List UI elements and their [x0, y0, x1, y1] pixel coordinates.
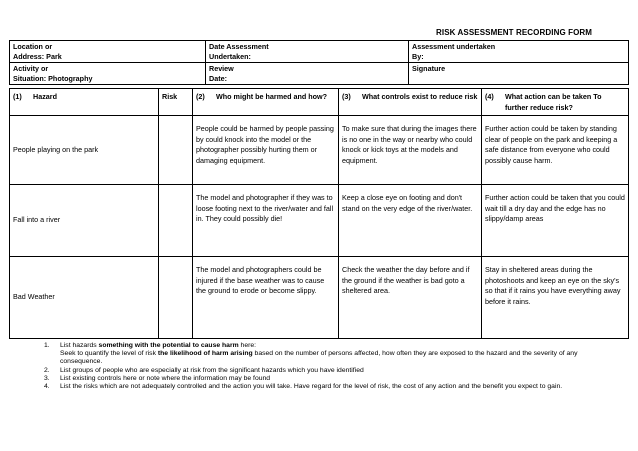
- undertaken-label: Undertaken:: [209, 51, 251, 61]
- review-label: Review: [209, 64, 234, 74]
- controls-cell: Check the weather the day before and if the ground if the weather is bad goto a sheltered area.: [339, 257, 482, 339]
- action-cell: Stay in sheltered areas during the photoshoots and keep an eye on the sky's so that if it rains you have everything away before it rains.: [482, 257, 629, 339]
- controls-column-label: What controls exist to reduce risk: [362, 92, 478, 101]
- instruction-text-part: based on the number of persons affected, how often they are exposed to the hazard and the severity of any consequence.: [60, 350, 578, 366]
- header-row-activity: [10, 63, 629, 85]
- harmed-cell: People could be harmed by people passing by could knock into the model or the photographer possibly hurting them or damaging equipment.: [193, 116, 339, 185]
- date-assessment-cell: [206, 41, 409, 63]
- harmed-column-header: [193, 89, 339, 116]
- instructions-list: [44, 342, 604, 391]
- risk-table: [9, 88, 629, 339]
- form-header-table: [9, 40, 629, 85]
- instruction-text: List groups of people who are especially at risk from the significant hazards which you have identified: [60, 366, 364, 374]
- assessment-by-cell: [409, 41, 629, 63]
- review-cell: [206, 63, 409, 85]
- action-column-number: (4): [485, 92, 494, 101]
- instruction-item: [44, 375, 604, 383]
- instruction-number: 1.: [44, 342, 50, 349]
- risk-cell: [159, 185, 193, 257]
- form-title: RISK ASSESSMENT RECORDING FORM: [436, 28, 593, 37]
- table-row: [10, 257, 629, 339]
- harmed-column-label: Who might be harmed and how?: [216, 92, 328, 101]
- action-column-label: What action can be taken To further reduce risk?: [505, 92, 602, 112]
- activity-cell: [10, 63, 206, 85]
- action-cell: Further action could be taken that you could wait till a dry day and the edge has no slippy/damp areas: [482, 185, 629, 257]
- controls-column-number: (3): [342, 92, 351, 101]
- hazard-column-number: (1): [13, 92, 22, 101]
- assessment-undertaken-label: Assessment undertaken: [412, 42, 496, 51]
- instruction-item: [44, 383, 604, 391]
- table-row: [10, 116, 629, 185]
- risk-table-header-row: [10, 89, 629, 116]
- risk-cell: [159, 257, 193, 339]
- controls-column-header: [339, 89, 482, 116]
- action-column-header: [482, 89, 629, 116]
- harmed-column-number: (2): [196, 92, 205, 101]
- instruction-text-part: List hazards: [60, 342, 99, 349]
- hazard-cell: Bad Weather: [10, 257, 159, 339]
- location-cell: [10, 41, 206, 63]
- instruction-bold-text: the likelihood of harm arising: [157, 350, 253, 358]
- address-label: Address: Park: [13, 51, 62, 61]
- controls-cell: Keep a close eye on footing and don't stand on the very edge of the river/water.: [339, 185, 482, 257]
- hazard-cell: Fall into a river: [10, 185, 159, 257]
- instruction-item: [44, 342, 604, 367]
- location-label: Location or: [13, 42, 53, 51]
- hazard-column-label: Hazard: [33, 92, 57, 101]
- instruction-number: 2.: [44, 366, 50, 374]
- hazard-cell: People playing on the park: [10, 116, 159, 185]
- header-row-location: [10, 41, 629, 63]
- by-label: By:: [412, 51, 424, 61]
- signature-label: Signature: [412, 64, 446, 74]
- instruction-item: [44, 367, 604, 375]
- signature-cell: [409, 63, 629, 85]
- instruction-text-part: here:: [238, 342, 257, 349]
- instruction-text-part: Seek to quantify the level of risk: [60, 350, 158, 358]
- harmed-cell: The model and photographers could be injured if the base weather was to cause the ground to erode or become slippy.: [193, 257, 339, 339]
- instruction-text: [60, 342, 604, 367]
- risk-cell: [159, 116, 193, 185]
- action-cell: Further action could be taken by standing clear of people on the park and keeping a safe distance from everyone who could possibly cause harm.: [482, 116, 629, 185]
- instruction-text: List the risks which are not adequately controlled and the action you will take. Have regard for the level of risk, the cost of any action and the benefit you expect to gain.: [60, 383, 563, 391]
- activity-label: Activity or: [13, 64, 49, 74]
- table-row: [10, 185, 629, 257]
- instruction-number: 3.: [44, 374, 50, 382]
- hazard-column-header: [10, 89, 159, 116]
- risk-column-header: Risk: [159, 89, 193, 116]
- date-label: Date:: [209, 73, 227, 83]
- instruction-text: List existing controls here or note where the information may be found: [60, 374, 271, 382]
- controls-cell: To make sure that during the images there is no one in the way or nearby who could knock or kick toys at the models and equipment.: [339, 116, 482, 185]
- situation-label: Situation: Photography: [13, 73, 93, 83]
- instruction-bold-text: something with the potential to cause harm: [98, 342, 239, 349]
- harmed-cell: The model and photographer if they was to loose footing next to the river/water and fall in. They could possibly die!: [193, 185, 339, 257]
- instruction-number: 4.: [44, 383, 50, 391]
- date-assessment-label: Date Assessment: [209, 42, 269, 51]
